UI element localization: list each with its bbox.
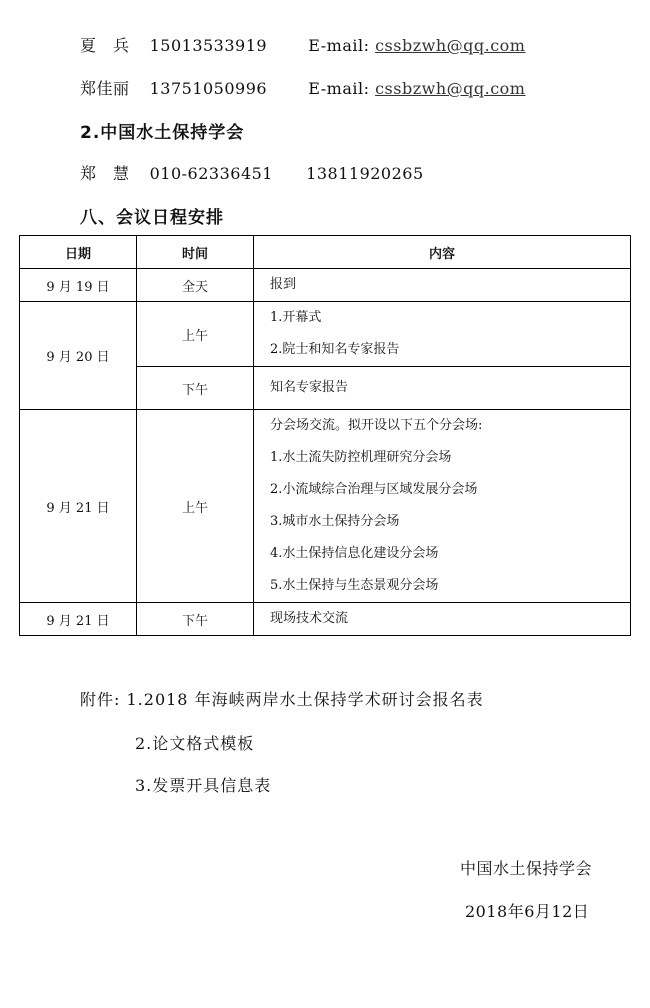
attachments-label: 附件: bbox=[80, 690, 121, 709]
content-line: 分会场交流。拟开设以下五个分会场: bbox=[270, 418, 483, 433]
date-cell: 9 月 21 日 bbox=[20, 603, 137, 636]
contact-phone-1: 010-62336451 bbox=[149, 164, 273, 183]
contact-name: 夏 兵 bbox=[80, 36, 130, 55]
contact-line-1 bbox=[80, 33, 525, 56]
content-line: 报到 bbox=[270, 277, 297, 292]
contact-email[interactable]: cssbzwh@qq.com bbox=[375, 79, 526, 98]
time-cell: 上午 bbox=[137, 302, 254, 367]
org2-contact-line bbox=[80, 161, 424, 184]
table-row bbox=[20, 603, 631, 636]
schedule-table bbox=[19, 235, 631, 636]
content-cell bbox=[254, 367, 631, 410]
content-cell bbox=[254, 269, 631, 302]
attachment-item: 1.2018 年海峡两岸水土保持学术研讨会报名表 bbox=[126, 690, 484, 709]
contact-name: 郑 慧 bbox=[80, 164, 130, 183]
time-cell: 全天 bbox=[137, 269, 254, 302]
contact-phone: 13751050996 bbox=[149, 79, 268, 98]
content-cell bbox=[254, 410, 631, 603]
content-line: 5.水土保持与生态景观分会场 bbox=[270, 578, 439, 593]
date-cell: 9 月 20 日 bbox=[20, 302, 137, 410]
content-cell bbox=[254, 603, 631, 636]
date-cell: 9 月 19 日 bbox=[20, 269, 137, 302]
email-label: E-mail: bbox=[308, 36, 370, 55]
org2-heading: 2.中国水土保持学会 bbox=[80, 123, 245, 143]
time-cell: 下午 bbox=[137, 367, 254, 410]
table-header-row bbox=[20, 236, 631, 269]
attachment-item: 2.论文格式模板 bbox=[135, 734, 255, 753]
signature-date: 2018年6月12日 bbox=[465, 902, 590, 921]
contact-name: 郑佳丽 bbox=[80, 79, 130, 98]
header-content: 内容 bbox=[254, 236, 631, 269]
header-date: 日期 bbox=[20, 236, 137, 269]
time-cell: 上午 bbox=[137, 410, 254, 603]
email-label: E-mail: bbox=[308, 79, 370, 98]
contact-phone-2: 13811920265 bbox=[306, 164, 424, 183]
content-line: 2.小流域综合治理与区域发展分会场 bbox=[270, 482, 478, 497]
date-cell: 9 月 21 日 bbox=[20, 410, 137, 603]
section-heading: 八、会议日程安排 bbox=[80, 208, 224, 228]
content-line: 现场技术交流 bbox=[270, 611, 349, 626]
content-cell bbox=[254, 302, 631, 367]
content-line: 1.水土流失防控机理研究分会场 bbox=[270, 450, 452, 465]
table-row bbox=[20, 410, 631, 603]
table-row bbox=[20, 269, 631, 302]
content-line: 2.院士和知名专家报告 bbox=[270, 342, 400, 357]
content-line: 4.水土保持信息化建设分会场 bbox=[270, 546, 439, 561]
attachments-line-1 bbox=[80, 687, 484, 710]
content-line: 1.开幕式 bbox=[270, 310, 322, 325]
contact-email[interactable]: cssbzwh@qq.com bbox=[375, 36, 526, 55]
contact-phone: 15013533919 bbox=[149, 36, 268, 55]
table-row bbox=[20, 302, 631, 367]
contact-line-2 bbox=[80, 76, 525, 99]
content-line: 3.城市水土保持分会场 bbox=[270, 514, 400, 529]
time-cell: 下午 bbox=[137, 603, 254, 636]
header-time: 时间 bbox=[137, 236, 254, 269]
content-line: 知名专家报告 bbox=[270, 380, 349, 395]
attachment-item: 3.发票开具信息表 bbox=[135, 776, 272, 795]
signature-org: 中国水土保持学会 bbox=[460, 859, 593, 878]
